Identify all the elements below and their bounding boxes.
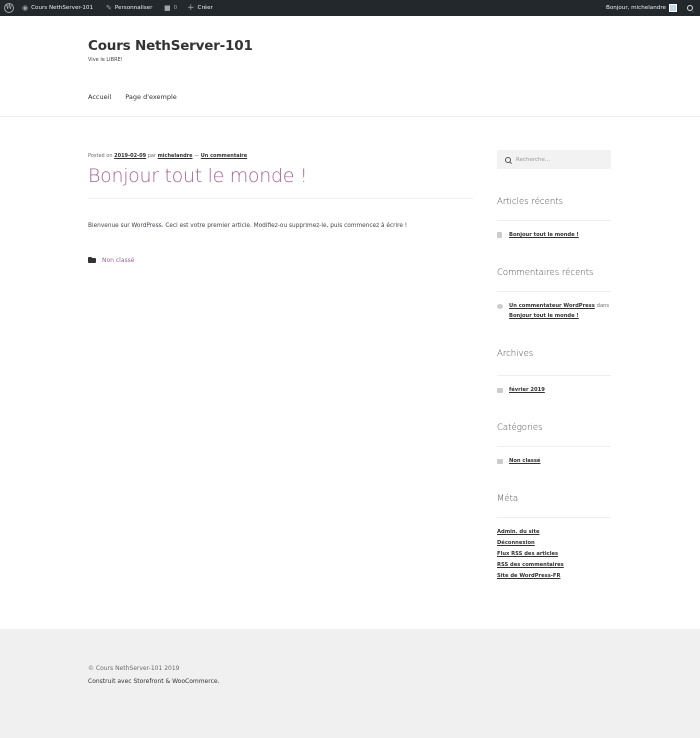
site-title[interactable]: Cours NethServer-101 — [88, 38, 253, 54]
recent-comment-item — [509, 301, 609, 321]
adminbar-account-menu[interactable] — [606, 0, 677, 16]
site-description: Vive le LIBRE! — [88, 57, 123, 63]
adminbar-greeting: Bonjour, michelandre — [606, 5, 666, 11]
widget-divider — [497, 517, 611, 518]
widget-divider — [497, 291, 611, 292]
search-placeholder: Recherche… — [516, 156, 551, 163]
search-icon — [505, 157, 511, 163]
meta-link-rss-posts[interactable]: Flux RSS des articles — [497, 551, 559, 557]
recent-comment-post-link[interactable]: Bonjour tout le monde ! — [509, 313, 579, 319]
primary-navigation — [88, 93, 189, 101]
footer-credit[interactable]: Construit avec Storefront & WooCommerce. — [88, 678, 220, 685]
post-meta — [88, 153, 247, 159]
plus-icon: + — [187, 3, 195, 13]
adminbar-new-link[interactable] — [187, 0, 213, 16]
post-author-link[interactable]: michelandre — [157, 153, 193, 159]
search-input[interactable] — [497, 150, 611, 169]
adminbar-search-button[interactable] — [687, 0, 693, 16]
post-content: Bienvenue sur WordPress. Ceci est votre premier article. Modifiez-ou supprimez-le, puis commencez à écrire ! — [88, 223, 408, 229]
post-meta-prefix: Posted on — [88, 153, 113, 159]
adminbar-customize-link[interactable] — [106, 0, 152, 16]
dashboard-icon: ◉ — [22, 4, 29, 12]
archive-link[interactable]: février 2019 — [509, 387, 545, 393]
post-meta-separator: — — [194, 153, 200, 159]
wordpress-icon: W — [5, 4, 13, 11]
widget-title-archives: Archives — [497, 349, 534, 359]
widget-divider — [497, 375, 611, 376]
widget-title-recent-posts: Articles récents — [497, 197, 563, 207]
adminbar-site-name: Cours NethServer-101 — [31, 5, 94, 11]
brush-icon: ✎ — [106, 4, 112, 12]
widget-divider — [497, 446, 611, 447]
post-title[interactable]: Bonjour tout le monde ! — [88, 165, 308, 187]
post-meta-by: par — [147, 153, 156, 159]
post-date-link[interactable]: 2019-02-09 — [114, 153, 147, 159]
widget-title-categories: Catégories — [497, 423, 543, 433]
meta-link-wordpress-fr[interactable]: Site de WordPress-FR — [497, 573, 561, 579]
comment-icon: ■ — [164, 4, 171, 12]
avatar — [669, 4, 677, 12]
meta-link-logout[interactable]: Déconnexion — [497, 540, 535, 546]
widget-title-recent-comments: Commentaires récents — [497, 268, 594, 278]
wordpress-logo-menu[interactable] — [4, 0, 14, 16]
folder-icon — [497, 459, 503, 464]
adminbar-new-label: Créer — [197, 5, 213, 11]
widget-title-meta: Méta — [497, 494, 519, 504]
document-icon — [497, 232, 502, 238]
search-icon — [687, 5, 693, 11]
widget-divider — [497, 220, 611, 221]
recent-comment-author-link[interactable]: Un commentateur WordPress — [509, 303, 595, 309]
meta-link-rss-comments[interactable]: RSS des commentaires — [497, 562, 564, 568]
post-comments-link[interactable]: Un commentaire — [200, 153, 248, 159]
adminbar-site-link[interactable] — [22, 0, 93, 16]
header-divider — [0, 116, 700, 117]
comment-icon — [497, 304, 503, 309]
nav-item-accueil[interactable]: Accueil — [88, 93, 112, 101]
footer-copyright: © Cours NethServer-101 2019 — [88, 665, 180, 672]
post-category — [88, 257, 134, 264]
folder-icon — [88, 258, 96, 263]
nav-item-page-exemple[interactable]: Page d'exemple — [125, 93, 177, 101]
recent-post-link[interactable]: Bonjour tout le monde ! — [509, 232, 579, 238]
post-category-link[interactable]: Non classé — [102, 257, 135, 264]
meta-link-admin[interactable]: Admin. du site — [497, 529, 540, 535]
adminbar-comments-count: 0 — [173, 5, 178, 11]
folder-icon — [497, 388, 503, 393]
adminbar-comments-link[interactable] — [164, 0, 177, 16]
recent-comment-on: dans — [596, 303, 610, 309]
admin-bar — [0, 0, 700, 16]
category-link[interactable]: Non classé — [509, 458, 541, 464]
adminbar-customize-label: Personnaliser — [114, 5, 153, 11]
post-divider — [88, 198, 473, 199]
